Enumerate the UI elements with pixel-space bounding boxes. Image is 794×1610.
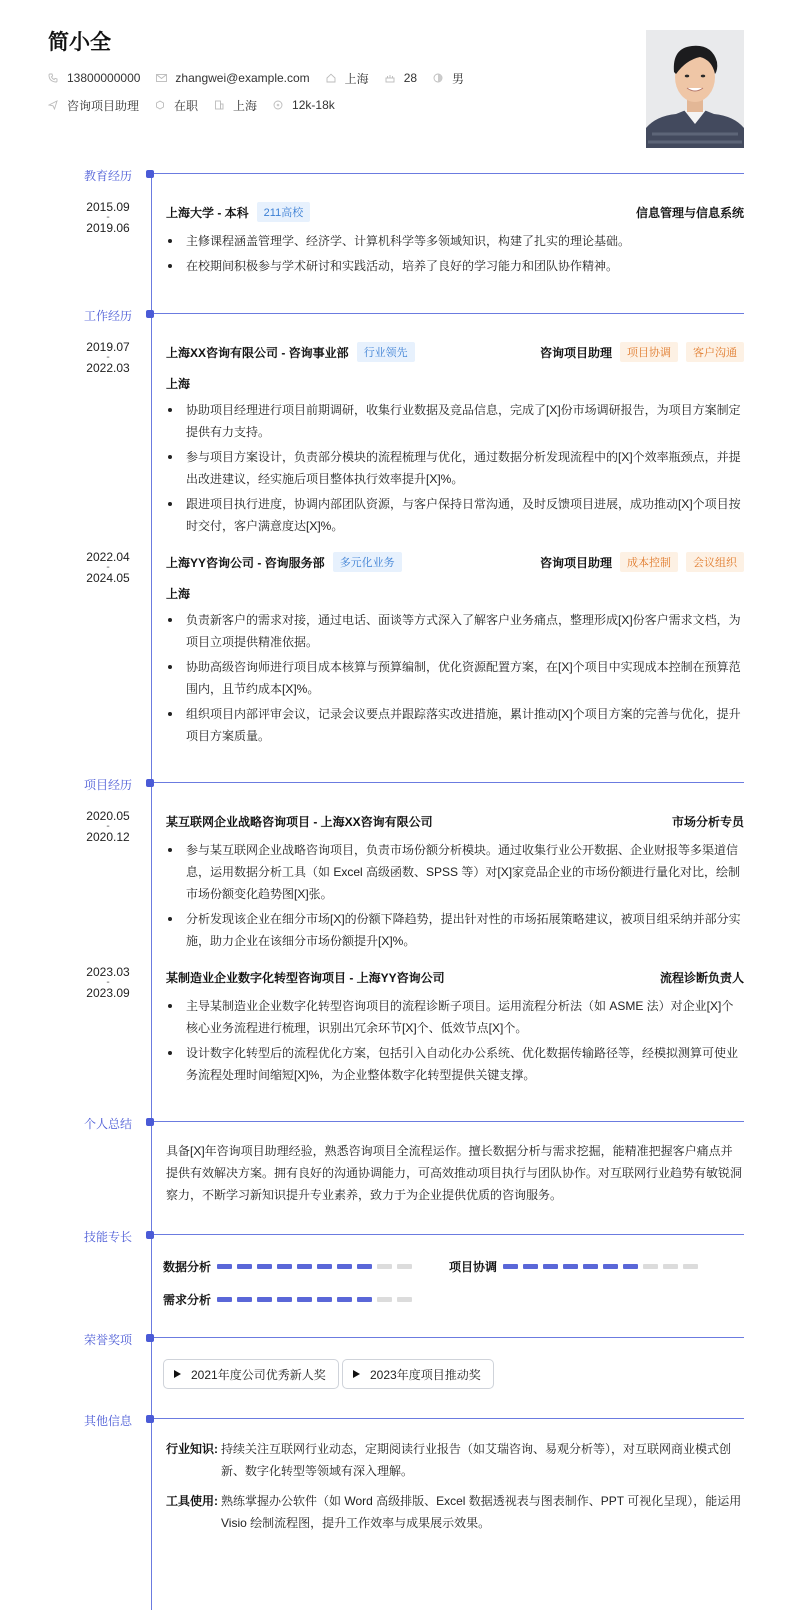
skill-tag: 客户沟通: [686, 342, 744, 362]
edu-date: 2015.09 - 2019.06: [86, 200, 130, 235]
award-chip: [342, 1359, 494, 1389]
skill-segment: [337, 1264, 352, 1269]
award-chip: [163, 1359, 339, 1389]
mail-icon: [156, 73, 166, 83]
skill-segment: [623, 1264, 638, 1269]
list-item: 负责新客户的需求对接，通过电话、面谈等方式深入了解客户业务痛点，整理形成[X]份客户需求文档，为项目立项提供精准依据。: [166, 609, 744, 653]
section-divider: [154, 1418, 744, 1419]
skill-segment: [663, 1264, 678, 1269]
salary-item: [273, 98, 335, 112]
company-tag: 行业领先: [357, 342, 415, 362]
skill-segment: [317, 1297, 332, 1302]
skill-level-bar: [217, 1297, 417, 1302]
skill-segment: [397, 1297, 412, 1302]
skill-segment: [377, 1264, 392, 1269]
award-label: 2021年度公司优秀新人奖: [191, 1367, 326, 1382]
work-date: 2019.07 - 2022.03: [86, 340, 130, 375]
skill-segment: [377, 1297, 392, 1302]
section-dot: [146, 170, 154, 178]
status-item: [155, 97, 198, 114]
project-date: 2023.03 - 2023.09: [86, 965, 130, 1000]
section-title-project: 项目经历: [83, 778, 132, 792]
work-header: [166, 342, 744, 362]
skill-segment: [297, 1264, 312, 1269]
section-divider: [154, 1337, 744, 1338]
project-role: 流程诊断负责人: [659, 970, 744, 985]
gender-item: [433, 70, 464, 87]
list-item: 协助高级咨询师进行项目成本核算与预算编制，优化资源配置方案，在[X]个项目中实现成本控制在预算范围内，且节约成本[X]%。: [166, 656, 744, 700]
work-city: 上海: [166, 377, 191, 391]
phone-item: [48, 71, 140, 85]
email-item: [156, 71, 309, 85]
section-divider: [154, 782, 744, 783]
job-intent-item: [48, 97, 139, 114]
company-dept: 上海XX咨询有限公司 - 咨询事业部: [166, 345, 349, 360]
skill-segment: [317, 1264, 332, 1269]
skill-segment: [357, 1264, 372, 1269]
city-text: 上海: [344, 71, 369, 86]
skill-tag: 项目协调: [620, 342, 678, 362]
skill-item: [163, 1259, 417, 1273]
project-title: 某互联网企业战略咨询项目 - 上海XX咨询有限公司: [166, 814, 433, 829]
section-dot: [146, 1334, 154, 1342]
section-dot: [146, 1231, 154, 1239]
summary-text: 具备[X]年咨询项目助理经验，熟悉咨询项目全流程运作。擅长数据分析与需求挖掘，能精准把握客户痛点并提供有效解决方案。拥有良好的沟通协调能力，可高效推动项目执行与团队协作。对互联网行业趋势有敏锐洞察力，不断学习新知识提升专业素养，致力于为企业提供优质的咨询服务。: [166, 1144, 743, 1202]
status-text: 在职: [174, 98, 199, 113]
coin-icon: [273, 100, 283, 110]
resume-name: 简小全: [48, 31, 111, 54]
job-role: 咨询项目助理: [539, 345, 612, 360]
section-title-summary: 个人总结: [83, 1117, 132, 1131]
section-dot: [146, 310, 154, 318]
skill-item: [449, 1259, 703, 1273]
skill-tag: 会议组织: [686, 552, 744, 572]
section-dot: [146, 779, 154, 787]
other-info-row: [166, 1438, 744, 1482]
cake-icon: [385, 73, 395, 83]
skill-segment: [683, 1264, 698, 1269]
section-title-skills: 技能专长: [83, 1230, 132, 1244]
project-bullets: [166, 839, 744, 955]
profile-photo: [646, 30, 744, 148]
skill-segment: [563, 1264, 578, 1269]
list-item: 参与项目方案设计，负责部分模块的流程梳理与优化，通过数据分析发现流程中的[X]个效率瓶颈点，并提出改进建议，经实施后项目整体执行效率提升[X]%。: [166, 446, 744, 490]
section-dot: [146, 1415, 154, 1423]
school-tag: 211高校: [257, 202, 311, 222]
age-text: 28: [403, 71, 418, 85]
skill-level-bar: [503, 1264, 703, 1269]
section-title-work: 工作经历: [83, 309, 132, 323]
skill-segment: [337, 1297, 352, 1302]
edu-bullets: [166, 230, 744, 280]
skill-segment: [217, 1297, 232, 1302]
target-city-item: [214, 97, 257, 114]
skill-name: 数据分析: [163, 1259, 212, 1274]
list-item: 分析发现该企业在细分市场[X]的份额下降趋势，提出针对性的市场拓展策略建议，被项目组采纳并部分实施，助力企业在该细分市场份额提升[X]%。: [166, 908, 744, 952]
skill-segment: [503, 1264, 518, 1269]
salary-text: 12k-18k: [292, 98, 335, 112]
list-item: 主导某制造业企业数字化转型咨询项目的流程诊断子项目。运用流程分析法（如 ASME 法）对企业[X]个核心业务流程进行梳理，识别出冗余环节[X]个、低效节点[X]个。: [166, 995, 744, 1039]
list-item: 跟进项目执行进度，协调内部团队资源，与客户保持日常沟通，及时反馈项目进展，成功推动[X]个项目按时交付，客户满意度达[X]%。: [166, 493, 744, 537]
status-icon: [155, 100, 165, 110]
timeline-line: [151, 175, 152, 1610]
phone-text: 13800000000: [67, 71, 141, 85]
section-title-education: 教育经历: [83, 169, 132, 183]
skill-segment: [257, 1297, 272, 1302]
section-divider: [154, 1234, 744, 1235]
intent-row: [48, 97, 351, 113]
skill-level-bar: [217, 1264, 417, 1269]
section-title-awards: 荣誉奖项: [83, 1333, 132, 1347]
skill-segment: [217, 1264, 232, 1269]
skill-item: [163, 1292, 417, 1306]
triangle-icon: [353, 1370, 360, 1378]
skill-segment: [237, 1297, 252, 1302]
project-date: 2020.05 - 2020.12: [86, 809, 130, 844]
skill-segment: [357, 1297, 372, 1302]
project-bullets: [166, 995, 744, 1089]
list-item: 在校期间积极参与学术研讨和实践活动，培养了良好的学习能力和团队协作精神。: [166, 255, 744, 277]
email-text[interactable]: zhangwei@example.com: [175, 71, 310, 85]
other-info-row: [166, 1490, 744, 1534]
list-item: 协助项目经理进行项目前期调研，收集行业数据及竞品信息，完成了[X]份市场调研报告，为项目方案制定提供有力支持。: [166, 399, 744, 443]
work-bullets: [166, 609, 744, 750]
building-icon: [214, 100, 224, 110]
project-title: 某制造业企业数字化转型咨询项目 - 上海YY咨询公司: [166, 970, 445, 985]
work-bullets: [166, 399, 744, 540]
other-text: 熟练掌握办公软件（如 Word 高级排版、Excel 数据透视表与图表制作、PPT 可视化呈现），能运用 Visio 绘制流程图，提升工作效率与成果展示效果。: [221, 1494, 742, 1530]
skill-segment: [523, 1264, 538, 1269]
list-item: 主修课程涵盖管理学、经济学、计算机科学等多领域知识，构建了扎实的理论基础。: [166, 230, 744, 252]
skill-segment: [583, 1264, 598, 1269]
other-label: 工具使用:: [166, 1494, 218, 1508]
project-role: 市场分析专员: [671, 814, 744, 829]
skill-segment: [397, 1264, 412, 1269]
school-degree: 上海大学 - 本科: [166, 205, 249, 220]
send-icon: [48, 100, 58, 110]
section-divider: [154, 313, 744, 314]
section-divider: [154, 173, 744, 174]
section-dot: [146, 1118, 154, 1126]
gender-icon: [433, 73, 443, 83]
section-divider: [154, 1121, 744, 1122]
triangle-icon: [174, 1370, 181, 1378]
skill-segment: [297, 1297, 312, 1302]
gender-text: 男: [452, 71, 465, 86]
skill-segment: [643, 1264, 658, 1269]
other-text: 持续关注互联网行业动态，定期阅读行业报告（如艾瑞咨询、易观分析等），对互联网商业模式创新、数字化转型等领域有深入理解。: [221, 1442, 732, 1478]
company-tag: 多元化业务: [333, 552, 402, 572]
list-item: 设计数字化转型后的流程优化方案，包括引入自动化办公系统、优化数据传输路径等，经模拟测算可使业务流程处理时间缩短[X]%，为企业整体数字化转型提供关键支撑。: [166, 1042, 744, 1086]
work-date: 2022.04 - 2024.05: [86, 550, 130, 585]
job-role: 咨询项目助理: [539, 555, 612, 570]
contact-row: [48, 70, 480, 86]
age-item: [385, 71, 417, 85]
major: 信息管理与信息系统: [635, 205, 744, 220]
award-label: 2023年度项目推动奖: [370, 1367, 481, 1382]
home-icon: [326, 73, 336, 83]
skill-segment: [277, 1297, 292, 1302]
job-intent-text: 咨询项目助理: [67, 98, 140, 113]
project-header: [166, 811, 744, 831]
skill-segment: [603, 1264, 618, 1269]
skill-segment: [257, 1264, 272, 1269]
skill-segment: [543, 1264, 558, 1269]
skill-segment: [277, 1264, 292, 1269]
project-header: [166, 967, 744, 987]
phone-icon: [48, 73, 58, 83]
skill-segment: [237, 1264, 252, 1269]
section-title-other: 其他信息: [83, 1414, 132, 1428]
other-label: 行业知识:: [166, 1442, 218, 1456]
company-dept: 上海YY咨询公司 - 咨询服务部: [166, 555, 325, 570]
city-item: [326, 70, 369, 87]
skill-name: 项目协调: [449, 1259, 498, 1274]
skill-tag: 成本控制: [620, 552, 678, 572]
skill-name: 需求分析: [163, 1292, 212, 1307]
target-city-text: 上海: [233, 98, 258, 113]
work-header: [166, 552, 744, 572]
list-item: 参与某互联网企业战略咨询项目，负责市场份额分析模块。通过收集行业公开数据、企业财报等多渠道信息，运用数据分析工具（如 Excel 高级函数、SPSS 等）对[X]家竞品企业的市场份额进行量化对比，绘制市场份额变化趋势图[X]张。: [166, 839, 744, 905]
work-city: 上海: [166, 587, 191, 601]
list-item: 组织项目内部评审会议，记录会议要点并跟踪落实改进措施，累计推动[X]个项目方案的完善与优化，提升项目方案质量。: [166, 703, 744, 747]
edu-header: [166, 202, 744, 222]
